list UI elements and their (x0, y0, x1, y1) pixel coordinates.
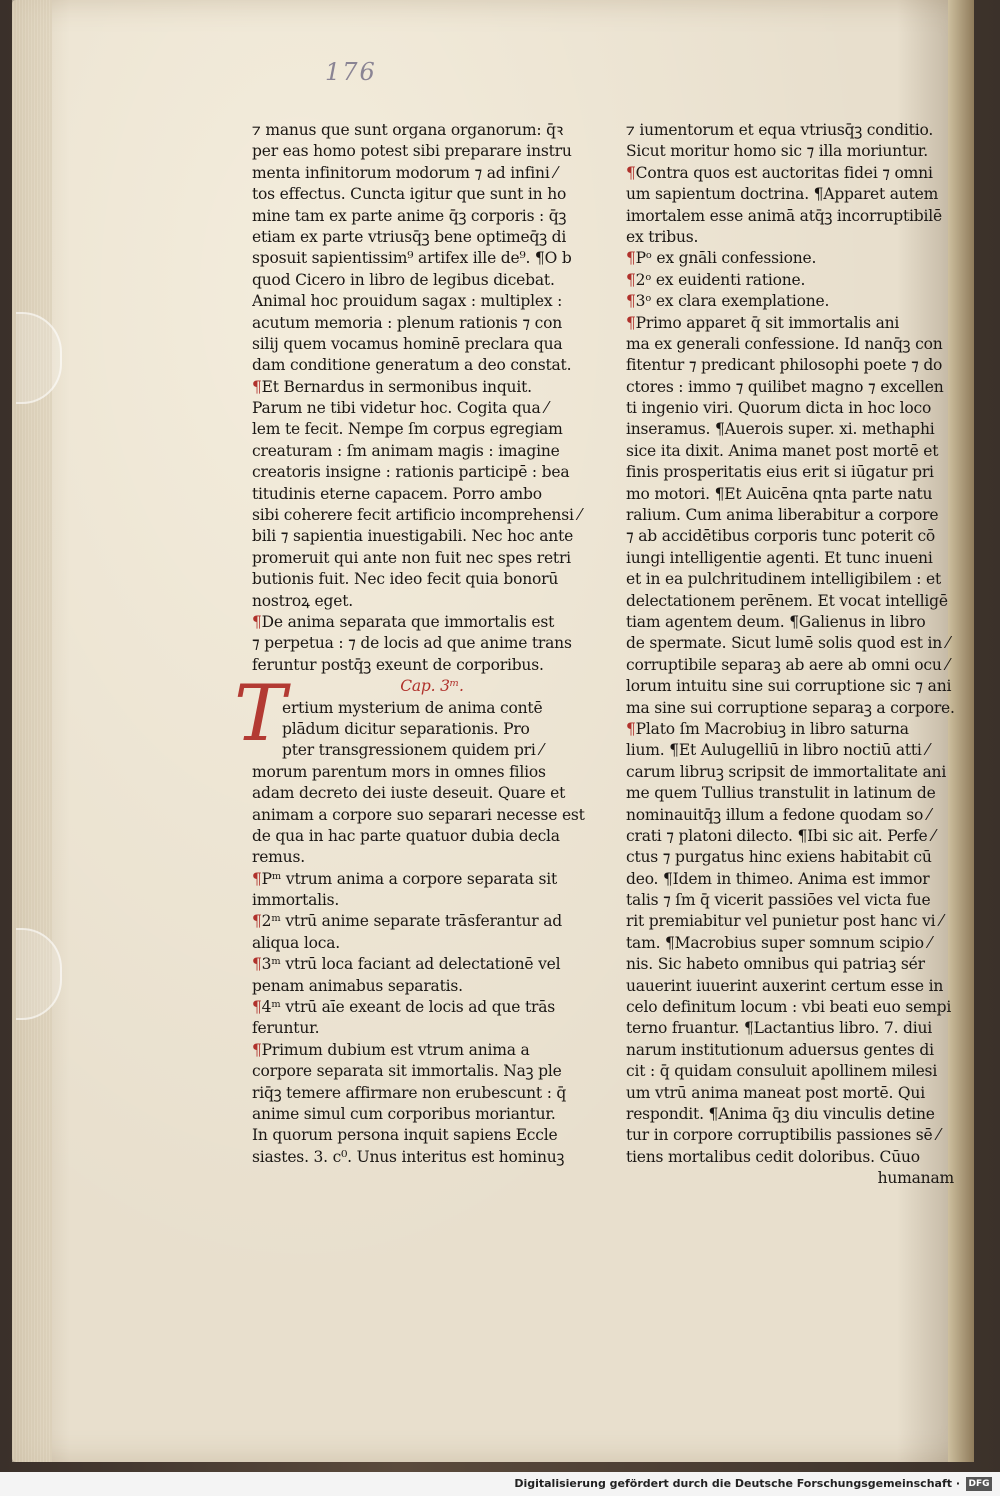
text-line: per eas homo potest sibi preparare instru (252, 142, 572, 161)
binding-clip-top (16, 312, 62, 404)
text-line: fitentur ⁊ predicant philosophi poete ⁊ do (626, 356, 943, 375)
text-line: sice ita dixit. Anima manet post mortē et (626, 441, 939, 460)
text-line: tur in corpore corruptibilis passiones sē ⁄ (626, 1126, 940, 1145)
text-line: remus. (252, 848, 305, 867)
text-line: de spermate. Sicut lumē solis quod est in ⁄ (626, 634, 950, 653)
text-line: nominauitq̄ꝫ illum a fedone quodam so ⁄ (626, 805, 931, 824)
binding-clip-bottom (16, 928, 62, 1020)
page-stack-edges (12, 0, 52, 1462)
text-line: In quorum persona inquit sapiens Eccle (252, 1126, 558, 1145)
text-line: ¶De anima separata que immortalis est (252, 612, 555, 631)
text-line: adam decreto dei iuste deseuit. Quare et (252, 784, 566, 803)
text-line: ⁊ manus que sunt organa organorum: q̄ꝛ (252, 121, 564, 139)
text-line: tam. ¶Macrobius super somnum scipio ⁄ (626, 933, 932, 952)
text-line: tos effectus. Cuncta igitur que sunt in ho (252, 185, 567, 204)
text-line: plādum dicitur separationis. Pro (282, 719, 530, 738)
text-line: ⁊ iumentorum et equa vtriusq̄ꝫ conditio. (626, 121, 934, 139)
text-line: ma ex generali confessione. Id nanq̄ꝫ con (626, 334, 943, 353)
text-line: dam conditione generatum a deo constat. (252, 356, 572, 375)
text-line: Animal hoc prouidum sagax : multiplex : (252, 292, 563, 311)
text-line: creatoris insigne : rationis participē : bea (252, 463, 570, 482)
text-line: corpore separata sit immortalis. Naꝫ ple (252, 1062, 562, 1081)
text-line: inseramus. ¶Auerois super. xi. methaphi (626, 420, 935, 439)
text-line: me quem Tullius transtulit in latinum de (626, 784, 936, 803)
text-line: mine tam ex parte anime q̄ꝫ corporis : q̄ꝫ (252, 206, 567, 225)
text-line: respondit. ¶Anima q̄ꝫ diu vinculis detine (626, 1104, 935, 1123)
text-line: ¶3ᵒ ex clara exemplatione. (626, 292, 830, 311)
text-line: penam animabus separatis. (252, 976, 463, 995)
text-line: narum institutionum aduersus gentes di (626, 1040, 934, 1059)
text-line: siastes. 3. c⁰. Unus interitus est hominuꝫ (252, 1147, 565, 1166)
text-line: et in ea pulchritudinem intelligibilem : et (626, 570, 941, 589)
text-line: deo. ¶Idem in thimeo. Anima est immor (626, 869, 930, 888)
text-line: quod Cicero in libro de legibus dicebat. (252, 270, 555, 289)
text-line: sibi coherere fecit artificio incomprehensi ⁄ (252, 506, 581, 525)
text-line: ⁊ perpetua : ⁊ de locis ad que anime trans (252, 634, 572, 653)
chapter-heading: Cap. 3ᵐ. (400, 677, 464, 696)
text-line: finis prosperitatis eius erit si iūgatur pri (626, 463, 934, 482)
text-line: nis. Sic habeto omnibus qui patriaꝫ sér (626, 955, 925, 974)
text-line: nostroꝝ eget. (252, 591, 353, 610)
text-line: tiam agentem deum. ¶Galienus in libro (626, 612, 926, 631)
text-line: aliqua loca. (252, 933, 340, 952)
text-line: um vtrū anima maneat post mortē. Qui (626, 1083, 925, 1102)
text-line: riq̄ꝫ temere affirmare non erubescunt : q̄ (252, 1083, 567, 1102)
text-line: lium. ¶Et Aulugelliū in libro noctiū atti ⁄ (626, 741, 929, 760)
text-line: bili ⁊ sapientia inuestigabili. Nec hoc ante (252, 527, 574, 546)
text-line: ¶Pᵒ ex gnāli confessione. (626, 249, 817, 268)
text-line: iungi intelligentie agenti. Et tunc inueni (626, 548, 933, 567)
footer-credit: Digitalisierung gefördert durch die Deutsche Forschungsgemeinschaft · (514, 1477, 960, 1490)
text-line: ctus ⁊ purgatus hinc exiens habitabit cū (626, 848, 932, 867)
text-line: Parum ne tibi videtur hoc. Cogita qua ⁄ (252, 399, 548, 418)
text-line: silij quem vocamus hominē preclara qua (252, 334, 563, 353)
text-line: ¶Contra quos est auctoritas fidei ⁊ omni (626, 163, 933, 182)
text-line: ti ingenio viri. Quorum dicta in hoc loco (626, 399, 932, 418)
text-line: lorum intuitu sine sui corruptione sic ⁊ ani (626, 677, 952, 696)
text-line: ralium. Cum anima liberabitur a corpore (626, 506, 939, 525)
text-line: anime simul cum corporibus moriantur. (252, 1104, 556, 1123)
text-line: ma sine sui corruptione separaꝫ a corpore. (626, 698, 955, 717)
catchword: humanam (877, 1169, 954, 1188)
text-line: ertium mysterium de anima contē (282, 698, 543, 717)
text-line: animam a corpore suo separari necesse est (252, 805, 585, 824)
text-line: corruptibile separaꝫ ab aere ab omni ocu ⁄ (626, 655, 949, 674)
text-line: acutum memoria : plenum rationis ⁊ con (252, 313, 562, 332)
text-line: carum libruꝫ scripsit de immortalitate ani (626, 762, 947, 781)
text-line: feruntur postq̄ꝫ exeunt de corporibus. (252, 655, 544, 674)
text-line: pter transgressionem quidem pri ⁄ (282, 741, 543, 760)
text-line: feruntur. (252, 1019, 320, 1038)
dfg-logo: DFG (966, 1477, 992, 1491)
left-text-column (252, 120, 612, 1168)
text-line: de qua in hac parte quatuor dubia decla (252, 826, 560, 845)
text-line: ¶Primo apparet q̄ sit immortalis ani (626, 313, 900, 332)
text-line: terno fruantur. ¶Lactantius libro. 7. diui (626, 1019, 933, 1038)
text-line: ¶4ᵐ vtrū aīe exeant de locis ad que trās (252, 998, 555, 1017)
folio-number: 176 (325, 58, 377, 86)
text-line: Sicut moritur homo sic ⁊ illa moriuntur. (626, 142, 929, 161)
text-line: um sapientum doctrina. ¶Apparet autem (626, 185, 939, 204)
right-text-column (626, 120, 960, 1190)
text-line: ¶3ᵐ vtrū loca faciant ad delectationē vel (252, 955, 561, 974)
text-line: ¶Plato ſm Macrobiuꝫ in libro saturna (626, 719, 909, 738)
text-line: ex tribus. (626, 227, 699, 246)
text-line: sposuit sapientissim⁹ artifex ille de⁹. ¶O b (252, 249, 572, 268)
drop-initial: T (234, 669, 287, 759)
text-line: rit premiabitur vel punietur post hanc vi ⁄ (626, 912, 943, 931)
text-line: butionis fuit. Nec ideo fecit quia bonorū (252, 570, 559, 589)
text-line: cit : q̄ quidam consuluit apollinem milesi (626, 1062, 938, 1081)
text-line: talis ⁊ ſm q̄ vicerit passiōes vel victa fue (626, 891, 931, 910)
text-line: etiam ex parte vtriusq̄ꝫ bene optimeq̄ꝫ di (252, 227, 567, 246)
footer-bar (0, 1472, 1000, 1496)
text-line: mo motori. ¶Et Auicēna qnta parte natu (626, 484, 933, 503)
text-line: tiens mortalibus cedit doloribus. Cūuo (626, 1147, 920, 1166)
text-line: ¶2ᵒ ex euidenti ratione. (626, 270, 806, 289)
text-line: celo definitum locum : vbi beati euo sempi (626, 998, 952, 1017)
text-line: delectationem perēnem. Et vocat intelligē (626, 591, 948, 610)
text-line: ctores : immo ⁊ quilibet magno ⁊ excellen (626, 377, 944, 396)
text-line: promeruit qui ante non fuit nec spes retri (252, 548, 571, 567)
text-line: morum parentum mors in omnes filios (252, 762, 546, 781)
text-line: ¶2ᵐ vtrū anime separate trāsferantur ad (252, 912, 563, 931)
text-line: ¶Pᵐ vtrum anima a corpore separata sit (252, 869, 558, 888)
text-line: imortalem esse animā atq̄ꝫ incorruptibilē (626, 206, 942, 225)
text-line: immortalis. (252, 891, 340, 910)
text-line: titudinis eterne capacem. Porro ambo (252, 484, 542, 503)
text-line: ¶Primum dubium est vtrum anima a (252, 1040, 530, 1059)
text-line: uauerint iuuerint auxerint certum esse in (626, 976, 944, 995)
text-line: menta infinitorum modorum ⁊ ad infini ⁄ (252, 163, 557, 182)
text-line: lem te fecit. Nempe ſm corpus egregiam (252, 420, 563, 439)
text-line: crati ⁊ platoni dilecto. ¶Ibi sic ait. Perfe ⁄ (626, 826, 935, 845)
text-line: ¶Et Bernardus in sermonibus inquit. (252, 377, 532, 396)
text-line: ⁊ ab accidētibus corporis tunc poterit cō (626, 527, 936, 546)
text-line: creaturam : ſm animam magis : imagine (252, 441, 560, 460)
